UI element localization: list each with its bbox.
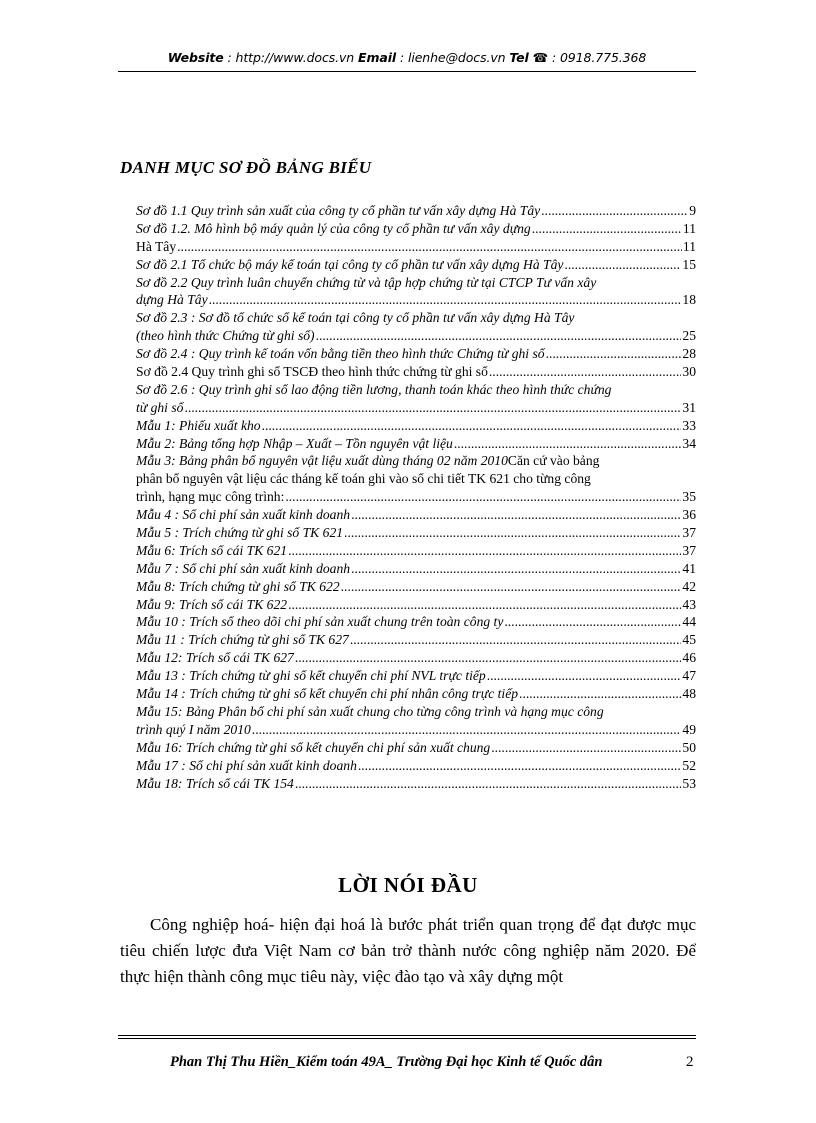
toc-entry[interactable] <box>136 435 696 453</box>
toc-page-number: 41 <box>682 560 696 576</box>
toc-entry[interactable] <box>136 309 696 327</box>
toc-page-number: 34 <box>682 435 696 451</box>
toc-page-number: 45 <box>682 632 696 648</box>
toc-entry-text: từ ghi sổ <box>136 399 184 415</box>
toc-entry[interactable] <box>136 345 696 363</box>
toc-title: DANH MỤC SƠ ĐỒ BẢNG BIỂU <box>120 158 372 177</box>
toc-entry[interactable] <box>136 327 696 345</box>
toc-page-number: 49 <box>682 721 696 737</box>
toc-entry[interactable] <box>136 381 696 399</box>
toc-leader-dots <box>177 238 682 256</box>
toc-entry[interactable] <box>136 542 696 560</box>
website-value[interactable]: : http://www.docs.vn <box>223 50 359 65</box>
toc-page-number: 15 <box>682 256 696 272</box>
toc-entry[interactable] <box>136 506 696 524</box>
toc-page-number: 37 <box>682 542 696 558</box>
toc-entry[interactable] <box>136 417 696 435</box>
toc-page-number: 28 <box>682 346 696 362</box>
email-label: Email <box>358 50 397 65</box>
footer-author-line: Phan Thị Thu Hiền_Kiểm toán 49A_ Trường Đại học Kinh tế Quốc dân <box>170 1054 603 1070</box>
toc-page-number: 31 <box>682 399 696 415</box>
toc-page-number: 44 <box>682 614 696 630</box>
toc-leader-dots <box>504 613 681 631</box>
toc-entry-text: Mẫu 7 : Sổ chi phí sản xuất kinh doanh <box>136 560 351 576</box>
toc-leader-dots <box>546 345 682 363</box>
toc-leader-dots <box>541 202 688 220</box>
toc-page-number: 11 <box>682 238 696 254</box>
toc-entry[interactable] <box>136 631 696 649</box>
toc-page-number: 36 <box>682 507 696 523</box>
toc-entry-text: Sơ đồ 2.6 : Quy trình ghi sổ lao động tiền lương, thanh toán khác theo hình thức chứng <box>136 381 612 397</box>
header-rule <box>118 71 696 72</box>
toc-entry[interactable] <box>136 274 696 292</box>
footer-rule-bottom <box>118 1038 696 1039</box>
toc-entry-extra-text: Căn cứ vào bảng <box>507 453 600 469</box>
toc-leader-dots <box>489 363 682 381</box>
page-header <box>118 50 696 65</box>
toc-entry-text: Mẫu 11 : Trích chứng từ ghi sổ TK 627 <box>136 632 349 648</box>
toc-page-number: 46 <box>682 650 696 666</box>
toc-leader-dots <box>351 560 681 578</box>
toc-entry-text: Sơ đồ 2.1 Tổ chức bộ máy kế toán tại công ty cổ phần tư vấn xây dựng Hà Tây <box>136 256 564 272</box>
toc-entry[interactable] <box>136 649 696 667</box>
toc-entry-text: dựng Hà Tây <box>136 292 208 308</box>
toc-entry[interactable] <box>136 757 696 775</box>
toc-entry[interactable] <box>136 470 696 488</box>
toc-page-number: 30 <box>682 364 696 380</box>
toc-leader-dots <box>491 739 681 757</box>
toc-page-number: 52 <box>682 757 696 773</box>
toc-entry[interactable] <box>136 578 696 596</box>
toc-entry[interactable] <box>136 775 696 793</box>
toc-entry-text: Mẫu 6: Trích sổ cái TK 621 <box>136 542 288 558</box>
preface-paragraph: Công nghiệp hoá- hiện đại hoá là bước phát triển quan trọng để đạt được mục tiêu chiến lược đưa Việt Nam cơ bản trở thành nước công nghiệp năm 2020. Để thực hiện thành công mục tiêu này, việc đào tạo và xây dựng một <box>120 915 696 986</box>
toc-leader-dots <box>184 399 681 417</box>
toc-entry-text: (theo hình thức Chứng từ ghi sổ) <box>136 328 315 344</box>
toc-entry[interactable] <box>136 452 696 470</box>
toc-entry[interactable] <box>136 703 696 721</box>
toc-entry-text: Mẫu 15: Bảng Phân bổ chi phí sản xuất chung cho từng công trình và hạng mục công <box>136 703 604 719</box>
toc-leader-dots <box>316 327 682 345</box>
toc-entry-text: Mẫu 4 : Sổ chi phí sản xuất kinh doanh <box>136 507 351 523</box>
toc-page-number: 47 <box>682 668 696 684</box>
toc-entry-text: Mẫu 12: Trích sổ cái TK 627 <box>136 650 294 666</box>
toc-entry[interactable] <box>136 202 696 220</box>
toc-entry-text: Mẫu 10 : Trích sổ theo dõi chi phí sản xuất chung trên toàn công ty <box>136 614 504 630</box>
toc-entry-text: Sơ đồ 2.3 : Sơ đồ tổ chức sổ kế toán tại công ty cổ phần tư vấn xây dựng Hà Tây <box>136 310 575 326</box>
tel-value: ☎ : 0918.775.368 <box>528 50 647 65</box>
table-of-contents <box>136 202 696 792</box>
toc-page-number: 48 <box>682 686 696 702</box>
toc-entry[interactable] <box>136 721 696 739</box>
toc-leader-dots <box>295 775 682 793</box>
toc-entry[interactable] <box>136 238 696 256</box>
toc-leader-dots <box>358 757 682 775</box>
toc-leader-dots <box>288 596 681 614</box>
toc-entry-text: Sơ đồ 2.4 : Quy trình kế toán vốn bằng tiền theo hình thức Chứng từ ghi sổ <box>136 346 545 362</box>
toc-entry[interactable] <box>136 560 696 578</box>
toc-entry-text: Mẫu 2: Bảng tổng hợp Nhập – Xuất – Tồn nguyên vật liệu <box>136 435 453 451</box>
footer-rule-top <box>118 1035 696 1036</box>
toc-page-number: 9 <box>689 203 696 218</box>
toc-page-number: 18 <box>682 292 696 308</box>
toc-page-number: 35 <box>682 489 696 505</box>
email-value[interactable]: : lienhe@docs.vn <box>396 50 510 65</box>
toc-entry-text: Sơ đồ 2.2 Quy trình luân chuyển chứng từ và tập hợp chứng từ tại CTCP Tư vấn xây <box>136 274 597 290</box>
toc-entry[interactable] <box>136 220 696 238</box>
toc-entry-text: Mẫu 5 : Trích chứng từ ghi sổ TK 621 <box>136 525 344 541</box>
toc-entry-text: trình, hạng mục công trình: <box>136 489 285 505</box>
toc-entry-text: Mẫu 17 : Sổ chi phí sản xuất kinh doanh <box>136 757 357 773</box>
toc-page-number: 42 <box>682 578 696 594</box>
toc-entry-text: Mẫu 16: Trích chứng từ ghi sổ kết chuyển chi phí sản xuất chung <box>136 739 491 755</box>
toc-entry[interactable] <box>136 399 696 417</box>
toc-leader-dots <box>209 291 682 309</box>
toc-entry-text: Sơ đồ 2.4 Quy trình ghi sổ TSCĐ theo hình thức chứng từ ghi sổ <box>136 364 488 380</box>
toc-page-number: 37 <box>682 525 696 541</box>
toc-page-number: 25 <box>682 328 696 344</box>
toc-entry[interactable] <box>136 596 696 614</box>
preface-body <box>120 912 696 990</box>
toc-leader-dots <box>341 578 682 596</box>
toc-leader-dots <box>252 721 682 739</box>
toc-entry[interactable] <box>136 488 696 506</box>
toc-entry-text: Sơ đồ 1.1 Quy trình sản xuất của công ty cổ phần tư vấn xây dựng Hà Tây <box>136 203 541 218</box>
toc-entry-text: Hà Tây <box>136 238 177 254</box>
toc-entry[interactable] <box>136 685 696 703</box>
toc-leader-dots <box>350 631 682 649</box>
preface-title: LỜI NÓI ĐẦU <box>338 873 478 897</box>
toc-entry[interactable] <box>136 739 696 757</box>
toc-leader-dots <box>564 256 681 274</box>
toc-entry-text: Mẫu 3: Bảng phân bổ nguyên vật liệu xuất dùng tháng 02 năm 2010 <box>136 453 508 469</box>
tel-label: Tel <box>509 50 529 65</box>
toc-entry[interactable] <box>136 363 696 381</box>
toc-page-number: 43 <box>682 596 696 612</box>
toc-leader-dots <box>295 649 682 667</box>
toc-entry[interactable] <box>136 524 696 542</box>
toc-page-number: 11 <box>682 220 696 236</box>
toc-leader-dots <box>454 435 682 453</box>
toc-entry-text: Mẫu 9: Trích sổ cái TK 622 <box>136 596 288 612</box>
toc-entry[interactable] <box>136 256 696 274</box>
toc-leader-dots <box>532 220 682 238</box>
toc-entry[interactable] <box>136 613 696 631</box>
toc-entry-text: Sơ đồ 1.2. Mô hình bộ máy quản lý của công ty cổ phần tư vấn xây dựng <box>136 220 531 236</box>
toc-leader-dots <box>262 417 682 435</box>
toc-entry-text: Mẫu 14 : Trích chứng từ ghi sổ kết chuyển chi phí nhân công trực tiếp <box>136 686 519 702</box>
toc-entry[interactable] <box>136 291 696 309</box>
toc-leader-dots <box>519 685 681 703</box>
toc-entry-text: phân bổ nguyên vật liệu các tháng kế toán ghi vào sổ chi tiết TK 621 cho từng công <box>136 471 591 487</box>
toc-page-number: 33 <box>682 417 696 433</box>
toc-entry-text: Mẫu 13 : Trích chứng từ ghi sổ kết chuyển chi phí NVL trực tiếp <box>136 668 486 684</box>
toc-leader-dots <box>285 488 681 506</box>
toc-entry-text: Mẫu 18: Trích sổ cái TK 154 <box>136 775 294 791</box>
page-number: 2 <box>686 1054 694 1070</box>
website-label: Website <box>167 50 224 65</box>
toc-entry-text: trình quý I năm 2010 <box>136 721 251 737</box>
toc-leader-dots <box>288 542 681 560</box>
toc-leader-dots <box>351 506 681 524</box>
toc-page-number: 50 <box>682 739 696 755</box>
toc-entry-text: Mẫu 1: Phiếu xuất kho <box>136 417 261 433</box>
toc-entry-text: Mẫu 8: Trích chứng từ ghi sổ TK 622 <box>136 578 340 594</box>
toc-page-number: 53 <box>682 775 696 791</box>
toc-entry[interactable] <box>136 667 696 685</box>
toc-leader-dots <box>344 524 681 542</box>
toc-leader-dots <box>487 667 682 685</box>
